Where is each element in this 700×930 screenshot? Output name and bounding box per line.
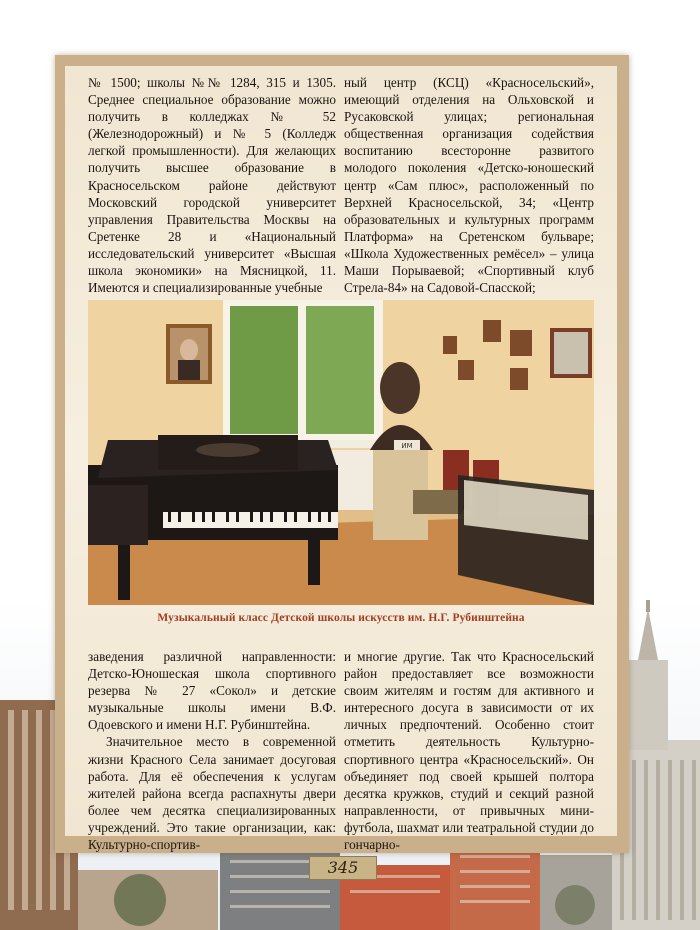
- page-number: 345: [309, 856, 377, 880]
- placard-text: ИМ: [401, 442, 413, 450]
- photo-caption: Музыкальный класс Детской школы искусств им. Н.Г. Рубинштейна: [157, 612, 525, 624]
- column-bottom-right: [344, 648, 594, 853]
- column-bottom-left: [88, 648, 336, 853]
- paragraph: заведения различной направленности: Детско-Юношеская школа спортивного резерва № 27 «Сокол» и детские музыкальные школы имени В.Ф. Одоевского и имени Н.Г. Рубинштейна.: [88, 649, 336, 733]
- paragraph: и многие другие. Так что Красносельский район предоставляет все возможности своим жителям и гостям для активного и интересного досуга в зависимости от их личных предпочтений. Особенно стоит отметить деятельность Культурно-спортивного центра «Красносельский». Он объединяет под своей крышей полтора десятка кружков, студий и секций разной направленности, от привычных мини-футбола, шахмат или театральной студии до гончарно-: [344, 649, 594, 853]
- paragraph: № 1500; школы №№ 1284, 315 и 1305. Среднее специальное образование можно получить в колледжах № 52 (Железнодорожный) и № 5 (Колледж легкой промышленности). Для желающих получить высшее образование в Красносельском районе действуют Московский городской университет управления Правительства Москвы на Сретенке 28 и «Национальный исследовательский университет «Высшая школа экономики» на Мясницкой, 11. Имеются и специализированные учебные: [88, 75, 336, 296]
- music-classroom-photo: [88, 300, 594, 605]
- column-top-right: [344, 74, 594, 296]
- column-top-left: [88, 74, 336, 296]
- paragraph: ный центр (КСЦ) «Красносельский», имеющий отделения на Ольховской и Русаковской улицах; региональная общественная организация содействия воспитанию всесторонне развитого молодого поколения «Детско-юношеский центр «Сам плюс», расположенный по Верхней Красносельской, 34; «Центр образовательных и культурных программ Платформа» на Сретенском бульваре; «Школа Художественных ремёсел» – улица Маши Порываевой; «Спортивный клуб Стрела-84» на Садовой-Спасской;: [344, 75, 594, 296]
- paragraph: Значительное место в современной жизни Красного Села занимает досуговая работа. Для её обеспечения к услугам жителей района всегда распахнуты двери более чем десятка специализированных учреждений. Это такие организации, как: Культурно-спортив-: [88, 734, 336, 853]
